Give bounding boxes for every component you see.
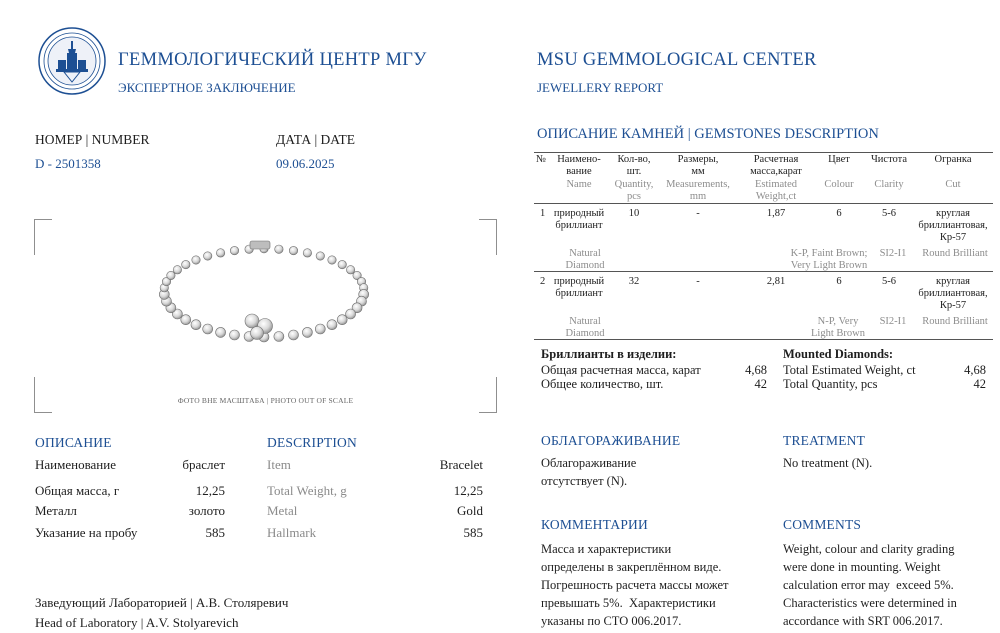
table-row [534,272,993,340]
bracelet-photo-icon [152,229,382,359]
frame-corner-br [479,377,497,413]
number-value: D - 2501358 [35,156,101,171]
treatment-ru-text: Облагораживание отсутствует (N). [541,456,637,488]
summary-en-title: Mounted Diamonds: [783,347,894,361]
cell-colour-en: K-P, Faint Brown; Very Light Brown [790,248,868,271]
th-name: Наимено- вание [557,154,601,177]
desc-ru-value-weight: 12,25 [195,483,225,498]
en-report-subtitle: JEWELLERY REPORT [537,80,664,95]
bracelet-stone-icon [303,249,311,257]
bracelet-stone-icon [216,327,226,337]
desc-en-value-weight: 12,25 [453,483,483,498]
desc-en-value-hallmark: 585 [463,525,483,540]
cell-cut: круглая бриллиантовая, Кр-57 [918,276,988,311]
cell-name: природный бриллиант [553,276,605,299]
bracelet-stone-icon [182,260,190,268]
bracelet-stone-icon [173,266,181,274]
date-value: 09.06.2025 [276,156,335,171]
desc-en-value-item: Bracelet [439,457,483,472]
bracelet-stone-icon [289,330,299,340]
en-org-title: MSU GEMMOLOGICAL CENTER [537,50,817,70]
ru-report-subtitle: ЭКСПЕРТНОЕ ЗАКЛЮЧЕНИЕ [118,80,296,95]
desc-ru-label-metal: Металл [35,503,77,518]
desc-ru-value-item: браслет [182,457,225,472]
th-name-en: Name [566,179,592,190]
th-no: № [536,154,547,165]
th-cut: Огранка [934,154,972,165]
frame-corner-tr [479,219,497,255]
photo-frame [34,219,497,413]
bracelet-stone-icon [346,309,356,319]
bracelet-stone-icon [203,324,213,334]
bracelet-stone-icon [191,320,201,330]
summary-ru-count-label: Общее количество, шт. [541,377,664,391]
signature-ru: Заведующий Лабораторией | А.В. Столяревич [35,595,289,610]
cell-no: 2 [540,276,546,287]
cell-name: природный бриллиант [553,208,605,231]
desc-ru-label-item: Наименование [35,457,116,472]
desc-ru-label-hallmark: Указание на пробу [35,525,138,540]
cell-colour: 6 [836,276,842,287]
bracelet-stone-icon [337,315,347,325]
th-colour-en: Colour [824,179,854,190]
th-colour: Цвет [828,154,850,165]
summary-ru-title: Бриллианты в изделии: [541,347,677,361]
frame-corner-bl [34,377,52,413]
cell-cut: круглая бриллиантовая, Кр-57 [918,208,988,243]
bracelet-stone-icon [216,249,224,257]
bracelet-stone-icon [181,315,191,325]
bracelet-stone-icon [167,271,175,279]
bracelet-stone-icon [289,246,297,254]
msu-logo-icon [38,27,106,95]
gemstones-table [534,152,993,340]
bracelet-stone-icon [338,260,346,268]
photo-caption: ФОТО ВНЕ МАСШТАБА | PHOTO OUT OF SCALE [177,396,354,405]
cell-name-en: Natural Diamond [565,316,605,339]
treatment-en-title: TREATMENT [783,433,866,448]
date-label: ДАТА | DATE [276,132,356,147]
th-size: Размеры, мм [677,154,719,177]
th-clarity-en: Clarity [874,179,904,190]
summary-en-weight-label: Total Estimated Weight, ct [783,363,916,377]
cell-cut-en: Round Brilliant [922,316,988,327]
th-weight: Расчетная масса,карат [750,154,802,177]
ru-org-title: ГЕММОЛОГИЧЕСКИЙ ЦЕНТР МГУ [118,50,427,70]
bracelet-stone-icon [327,320,337,330]
bracelet-stone-icon [316,252,324,260]
bracelet-stone-icon [274,332,284,342]
desc-en-label-hallmark: Hallmark [267,525,317,540]
comments-en-text: Weight, colour and clarity grading were done in mounting. Weight calculation error may exceed 5%. Characteristics were determined in accordance with SRT 006.2017. [783,542,957,628]
th-cut-en: Cut [945,179,961,190]
summary-ru-weight: 4,68 [745,363,767,377]
summary-en-count-label: Total Quantity, pcs [783,377,878,391]
desc-ru-value-metal: золото [188,503,225,518]
gemstones-table-header [534,152,993,204]
comments-en-title: COMMENTS [783,517,862,532]
bracelet-stone-icon [275,245,283,253]
bracelet-stone-icon [346,266,354,274]
desc-en-label-metal: Metal [267,503,298,518]
th-qty-en: Quantity, pcs [614,179,654,202]
desc-ru-label-weight: Общая масса, г [35,483,120,498]
cell-weight: 1,87 [766,208,786,219]
treatment-ru-title: ОБЛАГОРАЖИВАНИЕ [541,433,681,448]
bracelet-stone-icon [302,327,312,337]
desc-en-label-weight: Total Weight, g [267,483,347,498]
cell-cut-en: Round Brilliant [922,248,988,259]
cell-clarity: 5-6 [882,276,896,287]
bracelet-stone-icon [192,256,200,264]
summary-en-count: 42 [973,377,986,391]
bracelet-stone-icon [328,256,336,264]
th-qty: Кол-во, шт. [617,154,651,177]
gemstones-title: ОПИСАНИЕ КАМНЕЙ | GEMSTONES DESCRIPTION [537,126,879,142]
signature-en: Head of Laboratory | A.V. Stolyarevich [35,615,239,630]
cell-size: - [696,276,700,287]
summary-ru-weight-label: Общая расчетная масса, карат [541,363,701,377]
cell-clarity-en: SI2-I1 [879,248,907,259]
desc-en-value-metal: Gold [457,503,483,518]
bracelet-stone-icon [230,246,238,254]
bracelet-stone-icon [230,330,240,340]
cell-qty: 32 [628,276,640,287]
desc-en-label-item: Item [267,457,291,472]
comments-ru-text: Масса и характеристики определены в закреплённом виде. Погрешность расчета массы может превышать 5%. Характеристики указаны по СТО 006.2017. [541,542,729,628]
bracelet-stone-icon [315,324,325,334]
desc-ru-value-hallmark: 585 [205,525,225,540]
cell-qty: 10 [628,208,640,219]
number-label: НОМЕР | NUMBER [35,132,150,147]
comments-ru-title: КОММЕНТАРИИ [541,517,648,532]
summary-ru-count: 42 [754,377,767,391]
cell-name-en: Natural Diamond [565,248,605,271]
table-row [534,204,993,272]
frame-corner-tl [34,219,52,255]
cell-no: 1 [540,208,546,219]
cell-clarity-en: SI2-I1 [879,316,907,327]
cell-weight: 2,81 [766,276,786,287]
th-clarity: Чистота [870,154,908,165]
bracelet-stone-icon [204,252,212,260]
th-weight-en: Estimated Weight,ct [755,179,797,202]
description-ru-title: ОПИСАНИЕ [35,435,112,450]
description-en-title: DESCRIPTION [267,435,357,450]
cell-clarity: 5-6 [882,208,896,219]
cell-colour-en: N-P, Very Light Brown [811,316,865,339]
treatment-en-text: No treatment (N). [783,456,873,470]
cell-size: - [696,208,700,219]
cell-colour: 6 [836,208,842,219]
th-size-en: Measurements, mm [666,179,730,202]
summary-en-weight: 4,68 [964,363,986,377]
